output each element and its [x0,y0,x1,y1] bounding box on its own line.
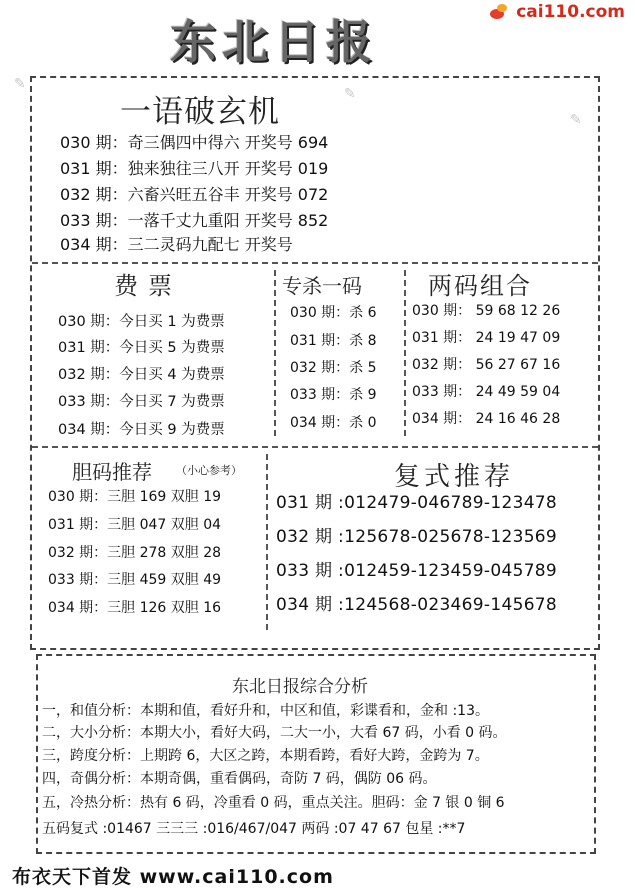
fushi-row: 031 期 :012479-046789-123478 [276,493,558,513]
watermark-glyph: ✎ [570,112,582,128]
yiyu-row: 030 期：奇三偶四中得六 开奖号 694 [60,133,329,152]
zhuansha-row: 034 期：杀 0 [290,415,377,431]
feipiao-row: 034 期：今日买 9 为费票 [58,422,225,438]
zhuansha-title: 专杀一码 [282,274,362,298]
feipiao-row: 030 期：今日买 1 为费票 [58,314,225,330]
divider-zhuansha-liangma [404,270,406,436]
danma-row: 030 期：三胆 169 双胆 19 [48,489,222,505]
danma-row: 034 期：三胆 126 双胆 16 [48,600,222,616]
masthead-title: 东北日报 [170,15,378,69]
feipiao-row: 032 期：今日买 4 为费票 [58,367,225,383]
fushi-row: 034 期 :124568-023469-145678 [276,595,558,615]
yiyu-row: 031 期：独来独往三八开 开奖号 019 [60,159,329,178]
feipiao-row: 031 期：今日买 5 为费票 [58,340,225,356]
divider-danma-fushi [266,454,268,630]
liangma-row: 031 期： 24 19 47 09 [412,330,561,346]
zhuansha-row: 033 期：杀 9 [290,387,377,403]
watermark-glyph: ✎ [344,86,356,102]
analysis-title: 东北日报综合分析 [232,677,368,697]
yiyu-row: 032 期：六畜兴旺五谷丰 开奖号 072 [60,185,329,204]
liangma-row: 030 期： 59 68 12 26 [412,303,561,319]
analysis-row: 五码复式 :01467 三三三 :016/467/047 两码 :07 47 67 包星 :**7 [42,821,466,837]
danma-note: （小心参考） [176,464,242,477]
yiyu-title: 一语破玄机 [120,94,280,130]
analysis-row: 三，跨度分析：上期跨 6，大区之跨，本期看跨，看好大跨，金跨为 7。 [42,748,489,764]
analysis-row: 五，冷热分析：热有 6 码，冷重看 0 码，重点关注。胆码：金 7 银 0 铜 6 [42,795,505,811]
danma-row: 033 期：三胆 459 双胆 49 [48,572,222,588]
watermark-glyph: ✎ [14,76,26,92]
analysis-row: 二，大小分析：本期大小，看好大码，二大一小，大看 67 码，小看 0 码。 [42,725,507,741]
analysis-row: 一，和值分析：本期和值，看好升和，中区和值，彩谍看和，金和 :13。 [42,703,489,719]
liangma-row: 033 期： 24 49 59 04 [412,384,561,400]
zhuansha-row: 031 期：杀 8 [290,333,377,349]
danma-row: 031 期：三胆 047 双胆 04 [48,517,222,533]
yiyu-row: 033 期：一落千丈九重阳 开奖号 852 [60,211,329,230]
yiyu-row: 034 期：三二灵码九配七 开奖号 [60,235,293,254]
liangma-row: 034 期： 24 16 46 28 [412,411,561,427]
divider-middle-row [32,446,598,448]
liangma-row: 032 期： 56 27 67 16 [412,357,561,373]
divider-feipiao-zhuansha [274,270,276,436]
analysis-row: 四，奇偶分析：本期奇偶，重看偶码，奇防 7 码，偶防 06 码。 [42,771,437,787]
danma-title: 胆码推荐 [72,460,152,484]
liangma-title: 两码组合 [428,272,532,300]
divider-top-row [32,262,598,264]
site-brand[interactable] [488,2,625,22]
brand-text: cai110.com [516,2,625,22]
fushi-row: 033 期 :012459-123459-045789 [276,561,558,581]
footer-credit[interactable]: 布衣天下首发 www.cai110.com [12,866,334,888]
fushi-title: 复式推荐 [394,462,515,492]
fushi-row: 032 期 :125678-025678-123569 [276,527,558,547]
zhuansha-row: 032 期：杀 5 [290,360,377,376]
danma-row: 032 期：三胆 278 双胆 28 [48,545,222,561]
feipiao-title: 费票 [114,272,182,300]
feipiao-row: 033 期：今日买 7 为费票 [58,394,225,410]
zhuansha-row: 030 期：杀 6 [290,305,377,321]
brand-logo-icon [488,3,512,21]
